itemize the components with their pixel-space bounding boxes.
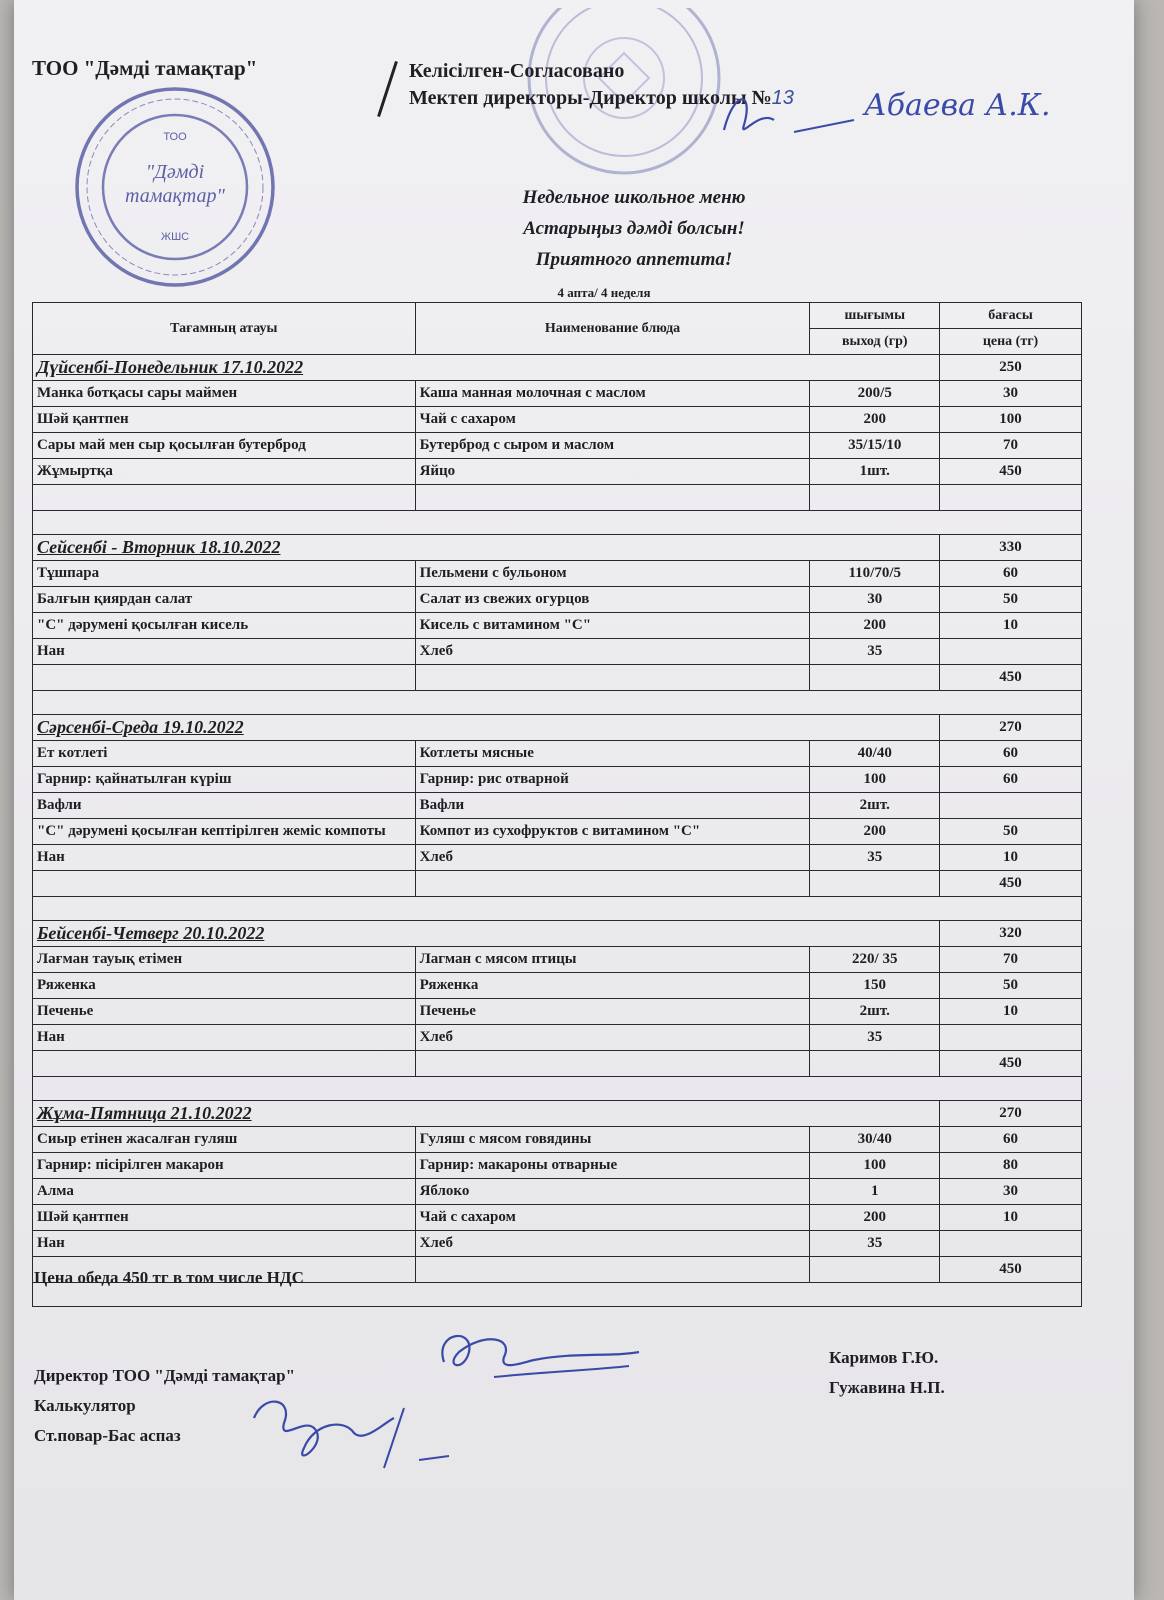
dish-price: 10 — [940, 845, 1082, 871]
dish-name-kz: Ет котлеті — [33, 741, 416, 767]
approval-line-1: Келісілген-Согласовано — [409, 60, 625, 82]
header-yield-ru: выход (гр) — [810, 329, 940, 355]
empty-cell — [33, 1051, 416, 1077]
dish-name-kz: Нан — [33, 1231, 416, 1257]
dish-name-kz: Нан — [33, 639, 416, 665]
spacer-row — [33, 691, 1082, 715]
day-header-row — [33, 921, 1082, 947]
signatory-names — [829, 1343, 945, 1403]
dish-yield: 150 — [810, 973, 940, 999]
header-price-kz: бағасы — [940, 303, 1082, 329]
dish-price: 50 — [940, 973, 1082, 999]
dish-price: 50 — [940, 587, 1082, 613]
dish-yield: 200 — [810, 407, 940, 433]
lunch-price-note: Цена обеда 450 тг в том числе НДС — [34, 1268, 304, 1287]
dish-name-ru: Пельмени с бульоном — [415, 561, 810, 587]
dish-price: 100 — [940, 407, 1082, 433]
dish-price: 60 — [940, 561, 1082, 587]
table-row — [33, 973, 1082, 999]
day-total-row — [33, 665, 1082, 691]
day-title: Бейсенбі-Четверг 20.10.2022 — [33, 921, 940, 947]
day-total-price: 450 — [940, 1051, 1082, 1077]
header-price-ru: цена (тг) — [940, 329, 1082, 355]
day-total-row — [33, 1051, 1082, 1077]
dish-yield: 30/40 — [810, 1127, 940, 1153]
menu-title: Недельное школьное меню — [522, 187, 746, 208]
menu-table — [32, 302, 1082, 1307]
svg-text:Абаева А.К.: Абаева А.К. — [864, 88, 1051, 123]
spacer-row — [33, 1077, 1082, 1101]
menu-title-block — [434, 182, 834, 275]
svg-text:тамақтар": тамақтар" — [125, 185, 225, 207]
dish-yield: 2шт. — [810, 999, 940, 1025]
day-title: Сейсенбі - Вторник 18.10.2022 — [33, 535, 940, 561]
dish-yield: 30 — [810, 587, 940, 613]
greeting-ru: Приятного аппетита! — [535, 249, 733, 270]
signatory-title-chef: Ст.повар-Бас аспаз — [34, 1426, 181, 1445]
table-row — [33, 639, 1082, 665]
company-stamp-seal — [70, 82, 280, 292]
day-header-row — [33, 1101, 1082, 1127]
dish-name-ru: Чай с сахаром — [415, 407, 810, 433]
table-row — [33, 845, 1082, 871]
svg-text:ЖШС: ЖШС — [160, 231, 190, 243]
empty-cell — [415, 485, 810, 511]
dish-price: 10 — [940, 1205, 1082, 1231]
dish-price: 30 — [940, 381, 1082, 407]
signatory-name-2: Гужавина Н.П. — [829, 1378, 945, 1397]
dish-name-ru: Кисель с витамином "С" — [415, 613, 810, 639]
header-kz-name: Тағамның атауы — [33, 303, 416, 355]
day-header-row — [33, 715, 1082, 741]
director-signature — [714, 70, 1114, 150]
table-row — [33, 767, 1082, 793]
dish-yield: 200/5 — [810, 381, 940, 407]
dish-name-kz: Сары май мен сыр қосылған бутерброд — [33, 433, 416, 459]
dish-name-kz: "С" дәрумені қосылған кептірілген жеміс компоты — [33, 819, 416, 845]
empty-cell — [415, 665, 810, 691]
table-row — [33, 561, 1082, 587]
company-name: ТОО "Дәмді тамақтар" — [32, 56, 258, 80]
dish-name-ru: Гарнир: рис отварной — [415, 767, 810, 793]
spacer-row — [33, 511, 1082, 535]
day-header-row — [33, 535, 1082, 561]
dish-name-kz: Нан — [33, 845, 416, 871]
dish-price — [940, 1231, 1082, 1257]
menu-table-body — [33, 355, 1082, 1307]
dish-name-kz: Ряженка — [33, 973, 416, 999]
svg-text:"Дәмді: "Дәмді — [145, 161, 205, 183]
dish-yield: 35/15/10 — [810, 433, 940, 459]
table-row — [33, 1205, 1082, 1231]
dish-price: 80 — [940, 1153, 1082, 1179]
dish-name-kz: Лағман тауық етімен — [33, 947, 416, 973]
empty-cell — [810, 485, 940, 511]
dish-name-kz: Вафли — [33, 793, 416, 819]
table-header-row-1 — [33, 303, 1082, 329]
table-row — [33, 741, 1082, 767]
day-title: Жұма-Пятница 21.10.2022 — [33, 1101, 940, 1127]
greeting-kz: Астарыңыз дәмді болсын! — [523, 218, 745, 239]
day-first-price: 250 — [940, 355, 1082, 381]
dish-name-ru: Чай с сахаром — [415, 1205, 810, 1231]
dish-price — [940, 639, 1082, 665]
empty-cell — [810, 871, 940, 897]
dish-yield: 35 — [810, 1025, 940, 1051]
dish-name-kz: Нан — [33, 1025, 416, 1051]
table-row — [33, 819, 1082, 845]
dish-yield: 100 — [810, 1153, 940, 1179]
day-total-price: 450 — [940, 871, 1082, 897]
day-total-price: 450 — [940, 1257, 1082, 1283]
dish-price — [940, 1025, 1082, 1051]
empty-cell — [810, 665, 940, 691]
dish-name-ru: Вафли — [415, 793, 810, 819]
dish-name-ru: Лагман с мясом птицы — [415, 947, 810, 973]
dish-name-ru: Хлеб — [415, 845, 810, 871]
day-header-row — [33, 355, 1082, 381]
dish-price: 70 — [940, 433, 1082, 459]
dish-name-ru: Каша манная молочная с маслом — [415, 381, 810, 407]
dish-price: 450 — [940, 459, 1082, 485]
day-total-price: 450 — [940, 665, 1082, 691]
table-row — [33, 381, 1082, 407]
dish-price: 10 — [940, 999, 1082, 1025]
dish-yield: 35 — [810, 845, 940, 871]
dish-yield: 2шт. — [810, 793, 940, 819]
dish-price: 60 — [940, 767, 1082, 793]
header-ru-name: Наименование блюда — [415, 303, 810, 355]
dish-price: 60 — [940, 741, 1082, 767]
day-first-price: 270 — [940, 1101, 1082, 1127]
dish-yield: 200 — [810, 613, 940, 639]
day-title: Дүйсенбі-Понедельник 17.10.2022 — [33, 355, 940, 381]
dish-name-ru: Яблоко — [415, 1179, 810, 1205]
dish-name-kz: Балғын қиярдан салат — [33, 587, 416, 613]
table-row — [33, 1179, 1082, 1205]
dish-yield: 1шт. — [810, 459, 940, 485]
dish-name-kz: Печенье — [33, 999, 416, 1025]
dish-name-ru: Бутерброд с сыром и маслом — [415, 433, 810, 459]
day-title: Сәрсенбі-Среда 19.10.2022 — [33, 715, 940, 741]
day-first-price: 320 — [940, 921, 1082, 947]
week-label: 4 апта/ 4 неделя — [557, 285, 651, 300]
dish-name-ru: Яйцо — [415, 459, 810, 485]
empty-cell — [415, 1051, 810, 1077]
dish-name-kz: Алма — [33, 1179, 416, 1205]
dish-yield: 1 — [810, 1179, 940, 1205]
dish-name-ru: Гарнир: макароны отварные — [415, 1153, 810, 1179]
empty-cell — [415, 1257, 810, 1283]
dish-price: 60 — [940, 1127, 1082, 1153]
dish-price: 50 — [940, 819, 1082, 845]
dish-yield: 200 — [810, 1205, 940, 1231]
svg-text:ТОО: ТОО — [163, 131, 187, 143]
divider-slash — [377, 61, 398, 117]
dish-yield: 100 — [810, 767, 940, 793]
dish-name-kz: "С" дәрумені қосылған кисель — [33, 613, 416, 639]
signatory-title-director: Директор ТОО "Дәмді тамақтар" — [34, 1366, 296, 1385]
empty-cell — [33, 485, 416, 511]
signatory-name-1: Каримов Г.Ю. — [829, 1348, 939, 1367]
table-row — [33, 1153, 1082, 1179]
approval-line-2: Мектеп директоры-Директор школы №13 — [409, 87, 794, 109]
dish-name-kz: Гарнир: қайнатылған күріш — [33, 767, 416, 793]
table-row — [33, 1231, 1082, 1257]
dish-price — [940, 793, 1082, 819]
dish-yield: 200 — [810, 819, 940, 845]
table-row — [33, 587, 1082, 613]
dish-name-ru: Компот из сухофруктов с витамином "С" — [415, 819, 810, 845]
dish-price: 30 — [940, 1179, 1082, 1205]
empty-cell — [33, 665, 416, 691]
signatory-title-calculator: Калькулятор — [34, 1396, 136, 1415]
table-row — [33, 793, 1082, 819]
dish-yield: 40/40 — [810, 741, 940, 767]
table-row — [33, 407, 1082, 433]
day-total-price — [940, 485, 1082, 511]
dish-name-ru: Котлеты мясные — [415, 741, 810, 767]
dish-price: 10 — [940, 613, 1082, 639]
dish-yield: 220/ 35 — [810, 947, 940, 973]
dish-yield: 35 — [810, 639, 940, 665]
dish-name-kz: Тұшпара — [33, 561, 416, 587]
day-first-price: 330 — [940, 535, 1082, 561]
day-total-row — [33, 485, 1082, 511]
spacer-cell — [33, 1077, 1082, 1101]
table-row — [33, 1127, 1082, 1153]
spacer-cell — [33, 691, 1082, 715]
empty-cell — [810, 1051, 940, 1077]
dish-name-ru: Хлеб — [415, 639, 810, 665]
dish-yield: 110/70/5 — [810, 561, 940, 587]
dish-name-kz: Гарнир: пісірілген макарон — [33, 1153, 416, 1179]
spacer-cell — [33, 511, 1082, 535]
day-first-price: 270 — [940, 715, 1082, 741]
dish-name-ru: Салат из свежих огурцов — [415, 587, 810, 613]
dish-name-ru: Хлеб — [415, 1231, 810, 1257]
dish-name-kz: Сиыр етінен жасалған гуляш — [33, 1127, 416, 1153]
table-row — [33, 613, 1082, 639]
dish-name-kz: Шәй қантпен — [33, 1205, 416, 1231]
day-total-row — [33, 871, 1082, 897]
spacer-cell — [33, 897, 1082, 921]
dish-name-kz: Жұмыртқа — [33, 459, 416, 485]
dish-name-ru: Ряженка — [415, 973, 810, 999]
school-number: 13 — [771, 87, 794, 109]
dish-name-ru: Хлеб — [415, 1025, 810, 1051]
empty-cell — [810, 1257, 940, 1283]
dish-price: 70 — [940, 947, 1082, 973]
header-yield-kz: шығымы — [810, 303, 940, 329]
empty-cell — [415, 871, 810, 897]
table-row — [33, 999, 1082, 1025]
dish-name-ru: Гуляш с мясом говядины — [415, 1127, 810, 1153]
calculator-chef-signature — [234, 1388, 464, 1478]
table-row — [33, 1025, 1082, 1051]
dish-name-kz: Манка ботқасы сары маймен — [33, 381, 416, 407]
empty-cell — [33, 871, 416, 897]
table-row — [33, 459, 1082, 485]
spacer-row — [33, 897, 1082, 921]
dish-yield: 35 — [810, 1231, 940, 1257]
dish-name-kz: Шәй қантпен — [33, 407, 416, 433]
table-row — [33, 947, 1082, 973]
document-page — [14, 0, 1134, 1600]
table-row — [33, 433, 1082, 459]
dish-name-ru: Печенье — [415, 999, 810, 1025]
